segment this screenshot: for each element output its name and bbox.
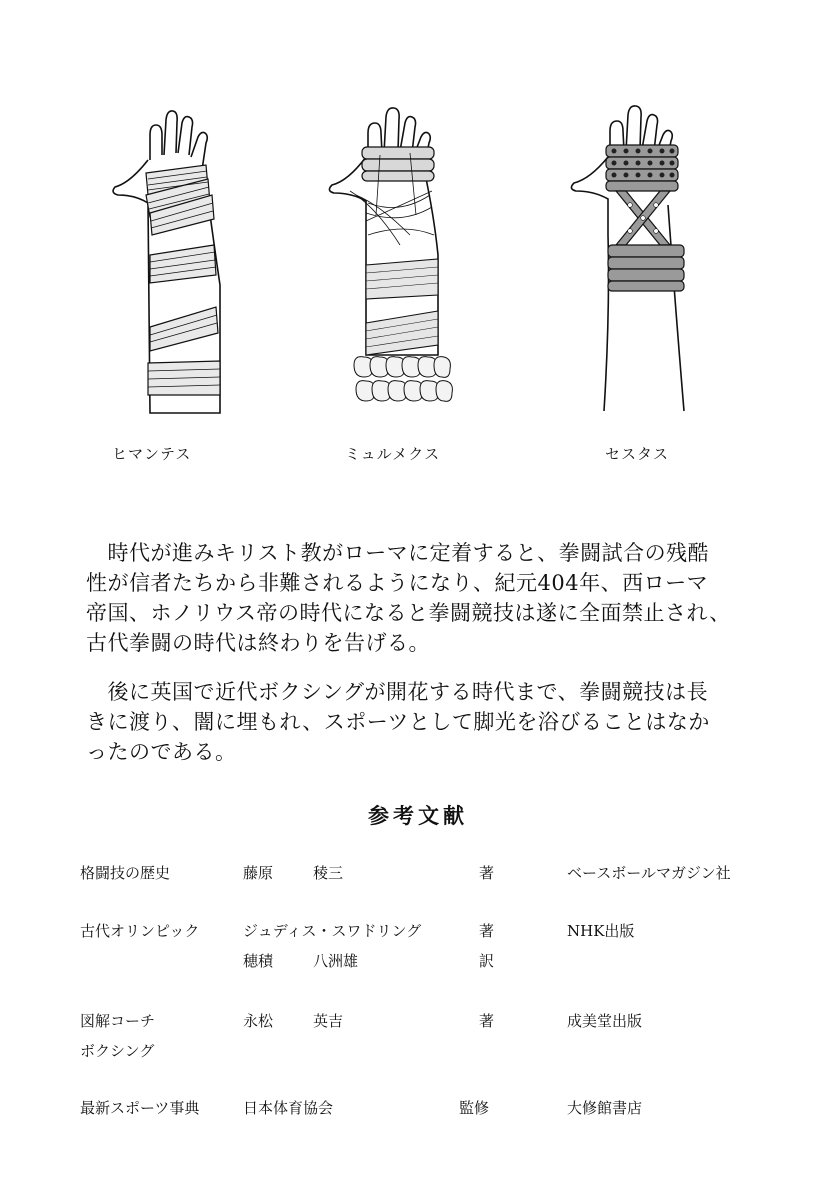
reference-role: 監修 — [459, 1099, 490, 1117]
reference-title: 格闘技の歴史 — [80, 864, 171, 882]
reference-author-given: 稜三 — [313, 864, 344, 882]
references-heading: 参考文献 — [368, 803, 468, 828]
reference-role: 著 — [479, 864, 495, 882]
paragraph-line: 古代拳闘の時代は終わりを告げる。 — [86, 631, 430, 655]
paragraph-line: 後に英国で近代ボクシングが開花する時代まで、拳闘競技は長 — [86, 680, 709, 704]
reference-title: 古代オリンピック — [80, 922, 200, 940]
reference-author-family: 藤原 — [243, 864, 274, 882]
myrmex-wrapped-arm-illustration — [320, 95, 460, 425]
body-paragraph-1 — [86, 538, 766, 658]
paragraph-line: 性が信者たちから非難されるようになり、紀元404年、西ローマ — [86, 571, 709, 595]
reference-author-family: 穂積 — [243, 952, 274, 970]
reference-title-line-2: ボクシング — [80, 1042, 155, 1060]
cestus-figure — [560, 95, 700, 425]
paragraph-line: 帝国、ホノリウス帝の時代になると拳闘競技は遂に全面禁止され、 — [86, 601, 731, 625]
reference-author-family: 永松 — [243, 1012, 274, 1030]
reference-title: 図解コーチ — [80, 1012, 156, 1030]
paragraph-line: きに渡り、闇に埋もれ、スポーツとして脚光を浴びることはなか — [86, 710, 710, 734]
body-paragraph-2 — [86, 677, 766, 767]
reference-title: 最新スポーツ事典 — [80, 1099, 200, 1117]
paragraph-line: 時代が進みキリスト教がローマに定着すると、拳闘試合の残酷 — [86, 541, 710, 565]
figure-caption-myrmex: ミュルメクス — [345, 445, 441, 463]
reference-publisher: NHK出版 — [567, 922, 635, 940]
reference-role: 著 — [479, 1012, 495, 1030]
himantes-figure — [110, 95, 240, 425]
reference-author-full: ジュディス・スワドリング — [243, 922, 422, 940]
cestus-studded-arm-illustration — [560, 95, 700, 425]
reference-author-full: 日本体育協会 — [243, 1099, 334, 1117]
reference-role: 訳 — [479, 952, 495, 970]
figure-caption-cestus: セスタス — [605, 445, 670, 463]
myrmex-figure — [320, 95, 460, 425]
reference-role: 著 — [479, 922, 495, 940]
reference-author-given: 八洲雄 — [313, 952, 359, 970]
paragraph-line: ったのである。 — [86, 740, 237, 764]
reference-author-given: 英吉 — [313, 1012, 344, 1030]
himantes-wrapped-arm-illustration — [110, 95, 240, 425]
reference-publisher: 大修館書店 — [567, 1099, 643, 1117]
reference-publisher: 成美堂出版 — [567, 1012, 643, 1030]
figure-caption-himantes: ヒマンテス — [112, 445, 192, 463]
reference-publisher: ベースボールマガジン社 — [567, 864, 731, 882]
